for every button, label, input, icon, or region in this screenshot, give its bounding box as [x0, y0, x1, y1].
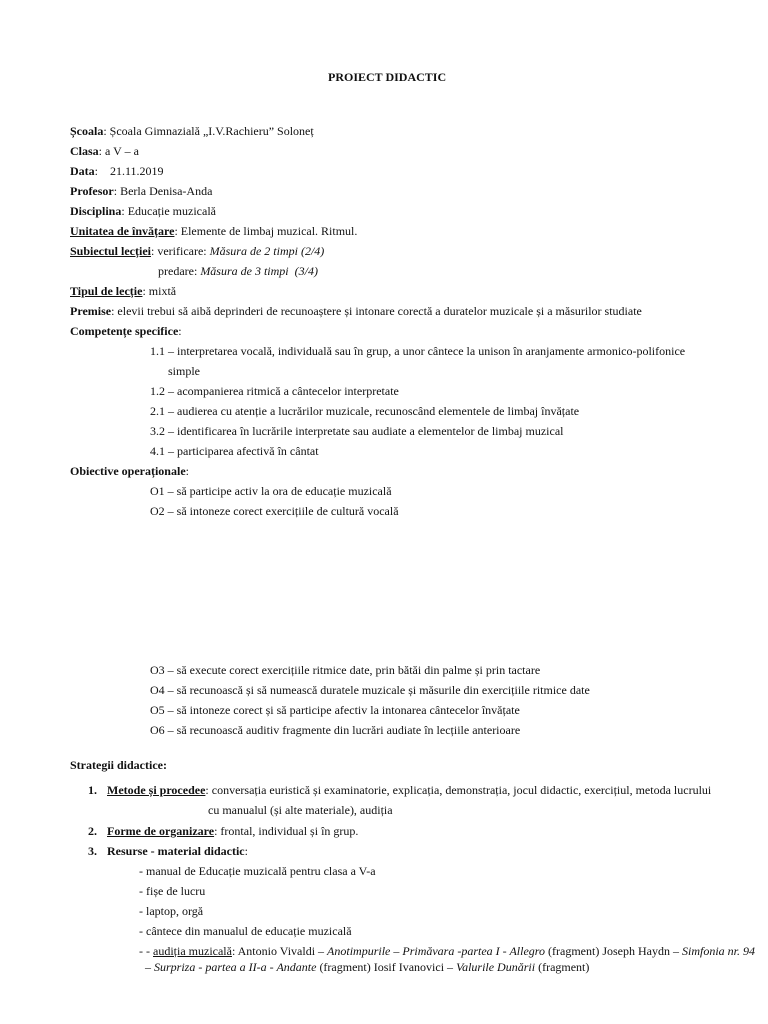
field-label: Premise: [70, 304, 112, 318]
competenta-item-continued: simple: [168, 364, 200, 378]
field-profesor: [70, 184, 212, 198]
section-heading: Obiective operaționale: [70, 464, 186, 478]
field-value: : mixtă: [142, 284, 177, 298]
field-label: Școala: [70, 124, 104, 138]
field-value: : 21.11.2019: [94, 164, 164, 178]
resursa-item: - fișe de lucru: [139, 884, 206, 898]
field-subiectul: [70, 244, 324, 258]
field-label: Tipul de lecție: [70, 284, 143, 298]
field-value: : conversația euristică și examinatorie, explicația, demonstrația, jocul didactic, exercițiul, metoda lucrului: [205, 783, 712, 797]
field-label: Unitatea de învățare: [70, 224, 175, 238]
field-label: Forme de organizare: [107, 824, 215, 838]
page-title: PROIECT DIDACTIC: [328, 70, 447, 84]
field-clasa: [70, 144, 139, 158]
competenta-item: 3.2 – identificarea în lucrările interpretate sau audiate a elementelor de limbaj muzical: [150, 424, 564, 438]
obiectiv-item: O1 – să participe activ la ora de educație muzicală: [150, 484, 392, 498]
competenta-item: 4.1 – participarea afectivă în cântat: [150, 444, 319, 458]
field-value: : elevii trebui să aibă deprinderi de recunoaștere și intonare corectă a duratelor muzicale și a măsurilor studiate: [111, 304, 642, 318]
field-label: Data: [70, 164, 95, 178]
field-value-italic: Măsura de 3 timpi (3/4): [200, 264, 318, 278]
section-heading: Competențe specifice: [70, 324, 179, 338]
resursa-item: - laptop, orgă: [139, 904, 204, 918]
field-label: audiția muzicală: [153, 944, 232, 958]
field-data: [70, 164, 164, 178]
field-value: : Elemente de limbaj muzical. Ritmul.: [174, 224, 358, 238]
field-label: Subiectul lecției: [70, 244, 151, 258]
work-title: Anotimpurile – Primăvara -partea I - Allegro: [327, 944, 546, 958]
competenta-item: 1.1 – interpretarea vocală, individuală sau în grup, a unor cântece la unison în aranjamente armonico-polifonice: [150, 344, 686, 358]
obiectiv-item: O4 – să recunoască și să numească duratele muzicale și măsurile din exercițiile ritmice date: [150, 683, 590, 697]
field-label: Clasa: [70, 144, 99, 158]
list-number: 2.: [88, 824, 97, 838]
work-title: Simfonia nr. 94: [681, 944, 755, 958]
field-value: : Școala Gimnazială „I.V.Rachieru” Soloneț: [103, 124, 314, 138]
field-value-italic: Măsura de 2 timpi (2/4): [209, 244, 325, 258]
list-number: 3.: [88, 844, 97, 858]
field-value: : frontal, individual și în grup.: [214, 824, 359, 838]
section-colon: :: [178, 324, 182, 338]
field-disciplina: [70, 204, 216, 218]
field-value: :: [244, 844, 248, 858]
list-number: 1.: [88, 783, 97, 797]
field-scoala: [70, 124, 314, 138]
obiectiv-item: O2 – să intoneze corect exercițiile de cultură vocală: [150, 504, 399, 518]
strategie-metode-continued: cu manualul (și alte materiale), audiția: [208, 803, 393, 817]
resursa-auditie-continued: [145, 960, 589, 974]
obiectiv-item: O5 – să intoneze corect și să participe afectiv la intonarea cântecelor învățate: [150, 703, 520, 717]
strategie-forme: [88, 824, 358, 838]
work-title: – Surpriza - partea a II-a - Andante: [145, 960, 317, 974]
field-label: Metode și procedee: [107, 783, 206, 797]
text: (fragment): [535, 960, 590, 974]
field-value: : Berla Denisa-Anda: [113, 184, 213, 198]
text: : Antonio Vivaldi –: [231, 944, 328, 958]
text: (fragment) Joseph Haydn –: [545, 944, 682, 958]
field-value: : Educație muzicală: [121, 204, 216, 218]
section-strategii: Strategii didactice:: [70, 758, 167, 772]
competenta-item: 2.1 – audierea cu atenție a lucrărilor muzicale, recunoscând elementele de limbaj învățate: [150, 404, 580, 418]
section-colon: :: [185, 464, 189, 478]
field-subiectul-predare: [158, 264, 318, 278]
strategie-resurse: [88, 844, 248, 858]
obiectiv-item: O3 – să execute corect exercițiile ritmice date, prin bătăi din palme și prin tactare: [150, 663, 541, 677]
field-premise: [70, 304, 642, 318]
resursa-item: - manual de Educație muzicală pentru clasa a V-a: [139, 864, 376, 878]
field-tipul: [70, 284, 176, 298]
section-obiective: [70, 464, 189, 478]
field-value: predare:: [158, 264, 201, 278]
field-value: : verificare:: [151, 244, 210, 258]
text: (fragment) Iosif Ivanovici –: [316, 960, 457, 974]
resursa-auditie: [139, 944, 755, 958]
field-unitatea: [70, 224, 357, 238]
competenta-item: 1.2 – acompanierea ritmică a cântecelor interpretate: [150, 384, 399, 398]
list-dash: - -: [139, 944, 153, 958]
strategie-metode: [88, 783, 711, 797]
resursa-item: - cântece din manualul de educație muzicală: [139, 924, 352, 938]
section-competente: [70, 324, 182, 338]
work-title: Valurile Dunării: [456, 960, 536, 974]
obiectiv-item: O6 – să recunoască auditiv fragmente din lucrări audiate în lecțiile anterioare: [150, 723, 521, 737]
field-label: Profesor: [70, 184, 114, 198]
field-label: Disciplina: [70, 204, 122, 218]
field-label: Resurse - material didactic: [107, 844, 245, 858]
field-value: : a V – a: [98, 144, 139, 158]
